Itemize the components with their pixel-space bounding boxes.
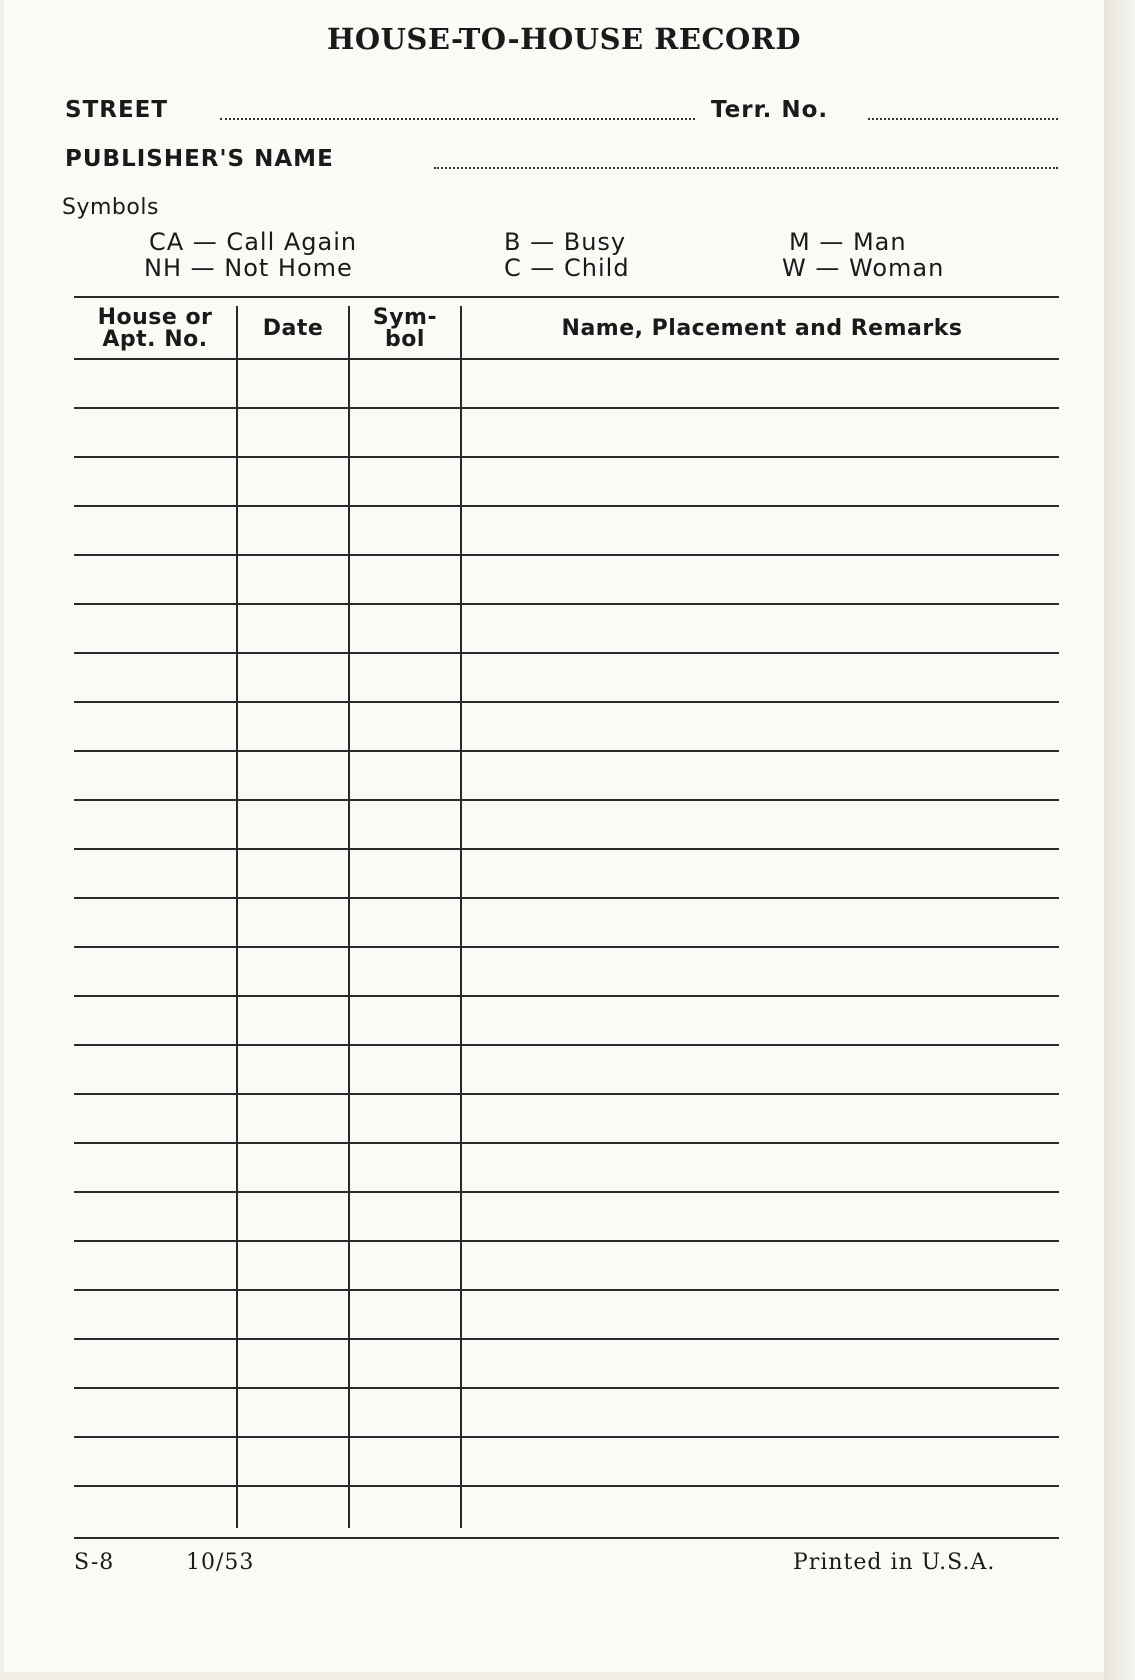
column-header-symbol-line2: bol (385, 327, 425, 352)
table-row[interactable] (74, 1142, 1059, 1144)
table-bottom-rule (74, 1537, 1059, 1539)
street-label: STREET (65, 97, 169, 123)
publisher-name-field[interactable] (434, 167, 1058, 169)
table-row[interactable] (74, 1387, 1059, 1389)
column-divider-date (236, 306, 238, 1528)
page-title: HOUSE-TO-HOUSE RECORD (326, 22, 802, 56)
column-header-date: Date (262, 316, 324, 341)
form-code: S-8 (74, 1550, 115, 1575)
table-row[interactable] (74, 456, 1059, 458)
table-row[interactable] (74, 701, 1059, 703)
form-date: 10/53 (186, 1550, 255, 1575)
symbol-woman: W — Woman (782, 254, 945, 282)
terr-no-field[interactable] (868, 118, 1058, 120)
printed-in-usa: Printed in U.S.A. (793, 1550, 996, 1575)
table-row[interactable] (74, 1289, 1059, 1291)
table-row[interactable] (74, 358, 1059, 360)
symbol-not-home: NH — Not Home (144, 254, 353, 282)
table-row[interactable] (74, 799, 1059, 801)
table-row[interactable] (74, 1240, 1059, 1242)
table-row[interactable] (74, 946, 1059, 948)
street-field[interactable] (220, 118, 695, 120)
column-header-house-line1: House or (97, 305, 213, 330)
column-header-remarks: Name, Placement and Remarks (561, 316, 963, 341)
column-header-symbol (350, 307, 460, 351)
table-row[interactable] (74, 554, 1059, 556)
column-header-symbol-line1: Sym- (372, 305, 438, 330)
column-header-house (76, 307, 234, 351)
table-row[interactable] (74, 1436, 1059, 1438)
table-row[interactable] (74, 897, 1059, 899)
terr-no-label: Terr. No. (711, 97, 829, 123)
symbols-heading: Symbols (62, 195, 159, 220)
table-row[interactable] (74, 1485, 1059, 1487)
column-divider-remarks (460, 306, 462, 1528)
symbol-man: M — Man (789, 228, 907, 256)
symbol-busy: B — Busy (504, 228, 627, 256)
table-row[interactable] (74, 1093, 1059, 1095)
column-header-house-line2: Apt. No. (102, 327, 208, 352)
record-card (4, 0, 1104, 1672)
column-divider-symbol (348, 306, 350, 1528)
table-row[interactable] (74, 995, 1059, 997)
table-row[interactable] (74, 652, 1059, 654)
symbol-call-again: CA — Call Again (149, 228, 358, 256)
table-row[interactable] (74, 505, 1059, 507)
table-row[interactable] (74, 1338, 1059, 1340)
adjacent-page-edge (1104, 0, 1135, 1680)
table-row[interactable] (74, 407, 1059, 409)
table-top-rule (74, 296, 1059, 298)
table-row[interactable] (74, 848, 1059, 850)
table-row[interactable] (74, 750, 1059, 752)
symbol-child: C — Child (504, 254, 630, 282)
table-row[interactable] (74, 1044, 1059, 1046)
publisher-label: PUBLISHER'S NAME (65, 146, 334, 172)
table-row[interactable] (74, 1191, 1059, 1193)
table-row[interactable] (74, 603, 1059, 605)
